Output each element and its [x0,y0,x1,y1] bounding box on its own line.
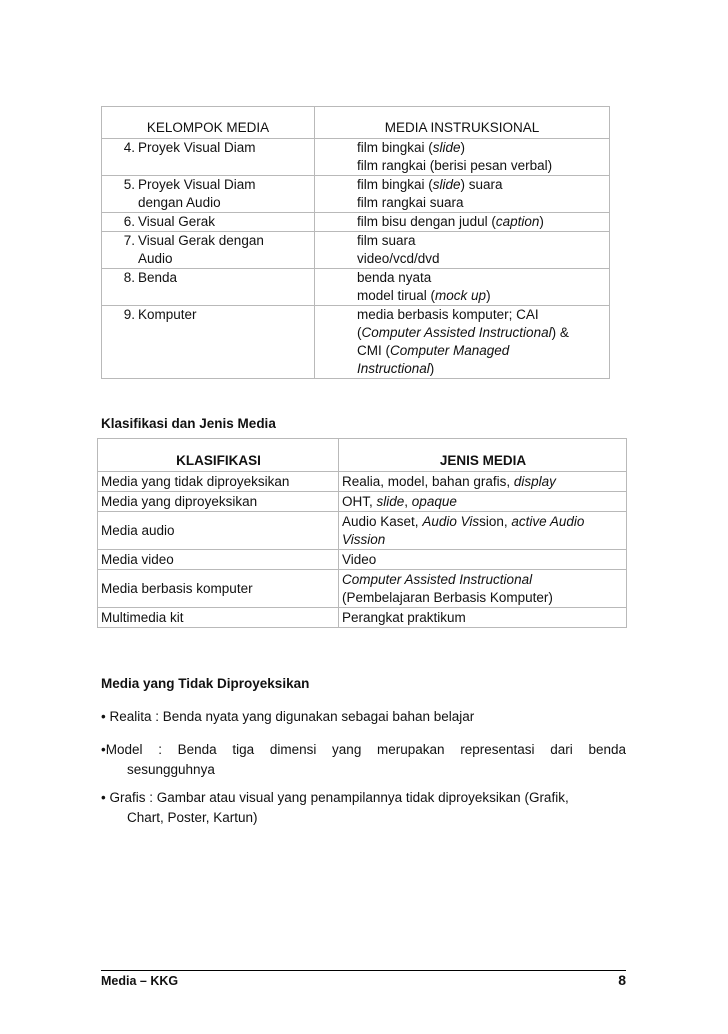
row-number: 8. [123,270,135,285]
table-row [102,306,610,379]
row-number: 5. [123,177,135,192]
instructional-media-cell [315,139,610,176]
instructional-media-line: film rangkai (berisi pesan verbal) [357,158,553,173]
classification-cell: Media video [98,550,339,570]
instructional-media-line: benda nyata [357,270,432,285]
media-type-cell [339,570,627,608]
classification-cell: Media audio [98,512,339,550]
instructional-media-line: film bingkai (slide) suara [357,177,503,192]
classification-cell: Media yang tidak diproyeksikan [98,472,339,492]
media-group-cell [102,139,315,176]
classification-table-title: Klasifikasi dan Jenis Media [101,416,276,431]
media-type-line: (Pembelajaran Berbasis Komputer) [342,590,553,605]
model-paragraph [101,740,626,780]
table-row [98,608,627,628]
model-line-1: •Model : Benda tiga dimensi yang merupakan representasi dari benda [101,742,626,757]
media-type-cell [339,492,627,512]
instructional-media-line: CMI (Computer Managed [357,343,510,358]
section-heading: Media yang Tidak Diproyeksikan [101,676,310,691]
media-group-table [101,106,610,379]
media-type-line: Video [342,552,377,567]
table-row [102,213,610,232]
media-type-line: OHT, slide, opaque [342,494,457,509]
media-group-name: Proyek Visual Diam [138,140,256,155]
realita-paragraph: • Realita : Benda nyata yang digunakan sebagai bahan belajar [101,709,475,724]
table-row [98,570,627,608]
page-number: 8 [618,972,626,988]
media-type-cell [339,512,627,550]
media-group-cell [102,269,315,306]
classification-cell: Media berbasis komputer [98,570,339,608]
classification-cell: Multimedia kit [98,608,339,628]
model-line-2: sesungguhnya [127,762,215,777]
column-header-jenis-media: JENIS MEDIA [339,439,627,472]
instructional-media-line: film suara [357,233,416,248]
table-row [98,492,627,512]
instructional-media-line: video/vcd/dvd [357,251,440,266]
column-header-kelompok-media: KELOMPOK MEDIA [102,107,315,139]
row-number: 4. [123,140,135,155]
grafis-line-2: Chart, Poster, Kartun) [127,810,258,825]
media-type-cell [339,550,627,570]
row-number: 7. [123,233,135,248]
instructional-media-line: film bisu dengan judul (caption) [357,214,544,229]
instructional-media-line: model tirual (mock up) [357,288,491,303]
media-group-name: Proyek Visual Diam dengan Audio [138,177,256,210]
media-group-cell [102,176,315,213]
media-group-name: Komputer [138,307,197,322]
media-type-line: Computer Assisted Instructional [342,572,533,587]
instructional-media-cell [315,306,610,379]
media-type-cell [339,472,627,492]
table-row [102,232,610,269]
media-group-cell [102,213,315,232]
media-type-cell [339,608,627,628]
media-group-cell [102,306,315,379]
media-group-cell [102,232,315,269]
media-type-line: Vission [342,532,386,547]
table-row [98,472,627,492]
table-row [102,269,610,306]
instructional-media-line: Instructional) [357,361,435,376]
instructional-media-cell [315,269,610,306]
instructional-media-line: film rangkai suara [357,195,464,210]
media-type-line: Realia, model, bahan grafis, display [342,474,556,489]
table-row [102,176,610,213]
footer-divider [101,970,626,971]
instructional-media-cell [315,232,610,269]
classification-cell: Media yang diproyeksikan [98,492,339,512]
media-group-name: Visual Gerak dengan Audio [138,233,264,266]
footer-title: Media – KKG [101,974,179,988]
table-row [98,512,627,550]
media-group-name: Visual Gerak [138,214,216,229]
table-row [98,550,627,570]
table-header-row [102,107,610,139]
instructional-media-cell [315,176,610,213]
row-number: 6. [123,214,135,229]
instructional-media-line: media berbasis komputer; CAI [357,307,539,322]
instructional-media-cell [315,213,610,232]
table-header-row [98,439,627,472]
media-type-line: Audio Kaset, Audio Vission, active Audio [342,514,585,529]
grafis-line-1: • Grafis : Gambar atau visual yang penampilannya tidak diproyeksikan (Grafik, [101,790,569,805]
column-header-media-instruksional: MEDIA INSTRUKSIONAL [315,107,610,139]
row-number: 9. [123,307,135,322]
classification-table [97,438,627,628]
grafis-paragraph [101,788,626,828]
instructional-media-line: (Computer Assisted Instructional) & [357,325,569,340]
table-row [102,139,610,176]
media-group-name: Benda [138,270,178,285]
column-header-klasifikasi: KLASIFIKASI [98,439,339,472]
media-type-line: Perangkat praktikum [342,610,466,625]
instructional-media-line: film bingkai (slide) [357,140,466,155]
